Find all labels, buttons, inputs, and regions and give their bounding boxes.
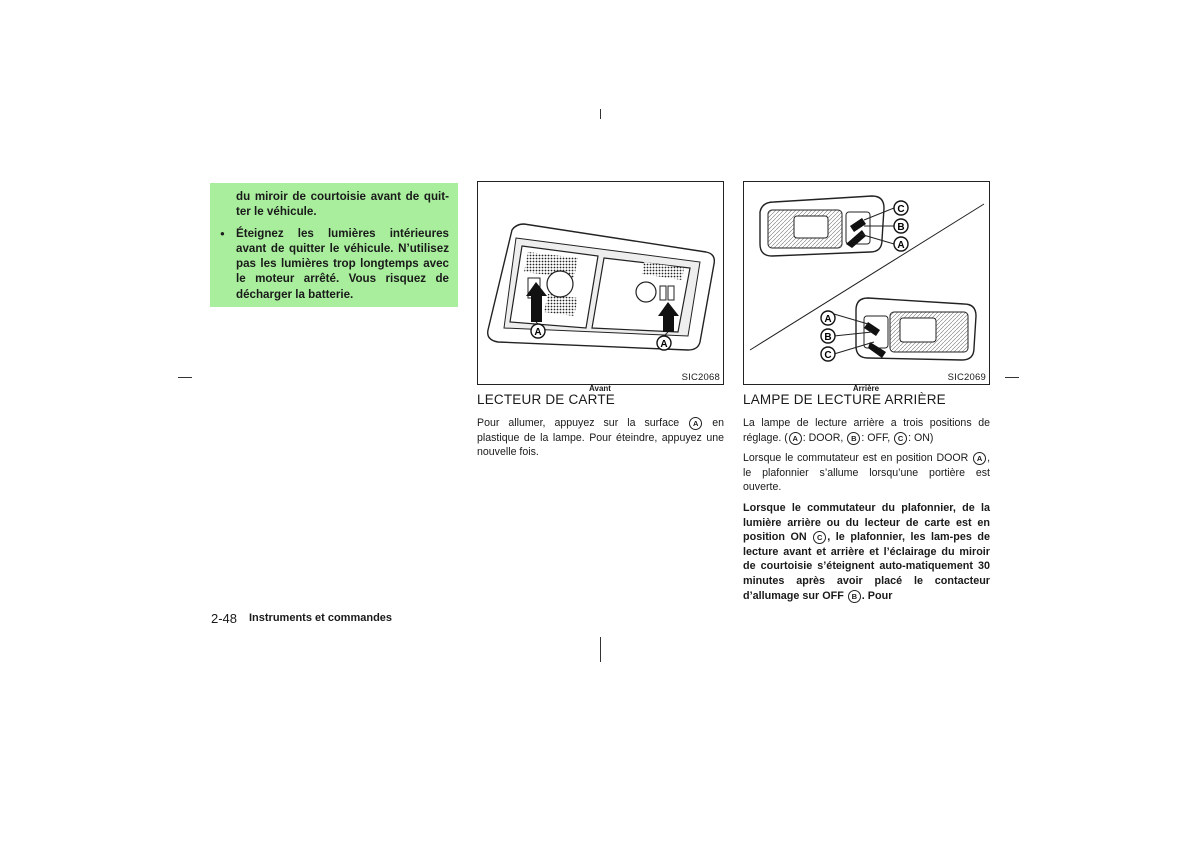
paragraph-bold: [743, 501, 990, 603]
upper-callout-a: A: [897, 240, 905, 251]
lower-callout-a: A: [824, 314, 832, 325]
circled-letter-a: A: [689, 417, 702, 430]
map-lamp-illustration: [478, 182, 723, 384]
text-run: Lorsque le commutateur est en position DOOR: [743, 452, 969, 465]
page-number: 2-48: [211, 611, 238, 626]
section-heading-map-lamp: LECTEUR DE CARTE: [477, 392, 615, 407]
callout-a2-label: A: [660, 339, 668, 350]
note-bullet-text: Éteignez les lumières intérieures avant de quitter le véhicule. N’utilisez pas les lumières trop longtemps avec le moteur arrêté. Vous risquez de décharger la batterie.: [236, 226, 449, 301]
note-bullet: [220, 226, 449, 302]
circled-letter-a: A: [973, 452, 986, 465]
figure-rear-lamp: [743, 181, 990, 385]
paragraph: [743, 451, 990, 495]
figure-caption-arriere: Arrière: [852, 384, 880, 393]
text-run: : OFF,: [861, 431, 891, 444]
lower-callout-b: B: [824, 332, 832, 343]
circled-letter-c: C: [813, 531, 826, 544]
crop-mark-right: [1005, 377, 1019, 378]
upper-callout-c: C: [897, 204, 905, 215]
circled-letter-c: C: [894, 432, 907, 445]
lower-callout-c: C: [824, 350, 832, 361]
upper-callout-b: B: [897, 222, 905, 233]
crop-mark-left: [178, 377, 192, 378]
crop-mark-top: [600, 109, 601, 119]
note-continued-text: du miroir de courtoisie avant de quit-ter le véhicule.: [236, 190, 449, 219]
circled-letter-a: A: [789, 432, 802, 445]
chapter-title: Instruments et commandes: [249, 612, 393, 624]
text-run: La lampe de lecture arrière a trois positions de réglage. (: [743, 417, 990, 444]
text-run: , le plafonnier s’allume lorsqu’une portière est ouverte.: [743, 452, 991, 494]
callout-a-label: A: [534, 327, 542, 338]
text-run: : DOOR,: [802, 431, 844, 444]
figure-code: SIC2068: [681, 372, 720, 383]
paragraph: [743, 416, 990, 445]
text-run: : ON): [908, 431, 934, 444]
warning-note-box: [210, 183, 458, 307]
circled-letter-b: B: [847, 432, 860, 445]
figure-code: SIC2069: [947, 372, 986, 383]
circled-letter-b: B: [848, 590, 861, 603]
text-run: Lorsque le commutateur du plafonnier, de la lumière arrière ou du lecteur de carte est en position ON: [743, 501, 990, 544]
figure-caption-avant: Avant: [589, 384, 611, 393]
text-run: , le plafonnier, les lam-pes de lecture avant et arrière et l’éclairage du miroir de courtoisie s’éteignent auto-matiquement 30 minutes après avoir placé le contacteur d’allumage sur OFF: [743, 531, 990, 602]
bullet-dot-icon: ●: [220, 228, 225, 238]
text-run: Pour allumer, appuyez sur la surface: [477, 417, 680, 429]
section-body-map-lamp: [477, 416, 724, 466]
crop-mark-bottom: [600, 637, 601, 662]
rear-lamp-illustration: [744, 182, 989, 384]
section-heading-rear-lamp: LAMPE DE LECTURE ARRIÈRE: [743, 392, 946, 407]
section-body-rear-lamp: [743, 416, 990, 609]
text-run: . Pour: [861, 589, 893, 602]
paragraph: [477, 416, 724, 460]
figure-map-lamp: [477, 181, 724, 385]
text-run: en plastique de la lampe. Pour éteindre, appuyez une nouvelle fois.: [477, 417, 724, 459]
